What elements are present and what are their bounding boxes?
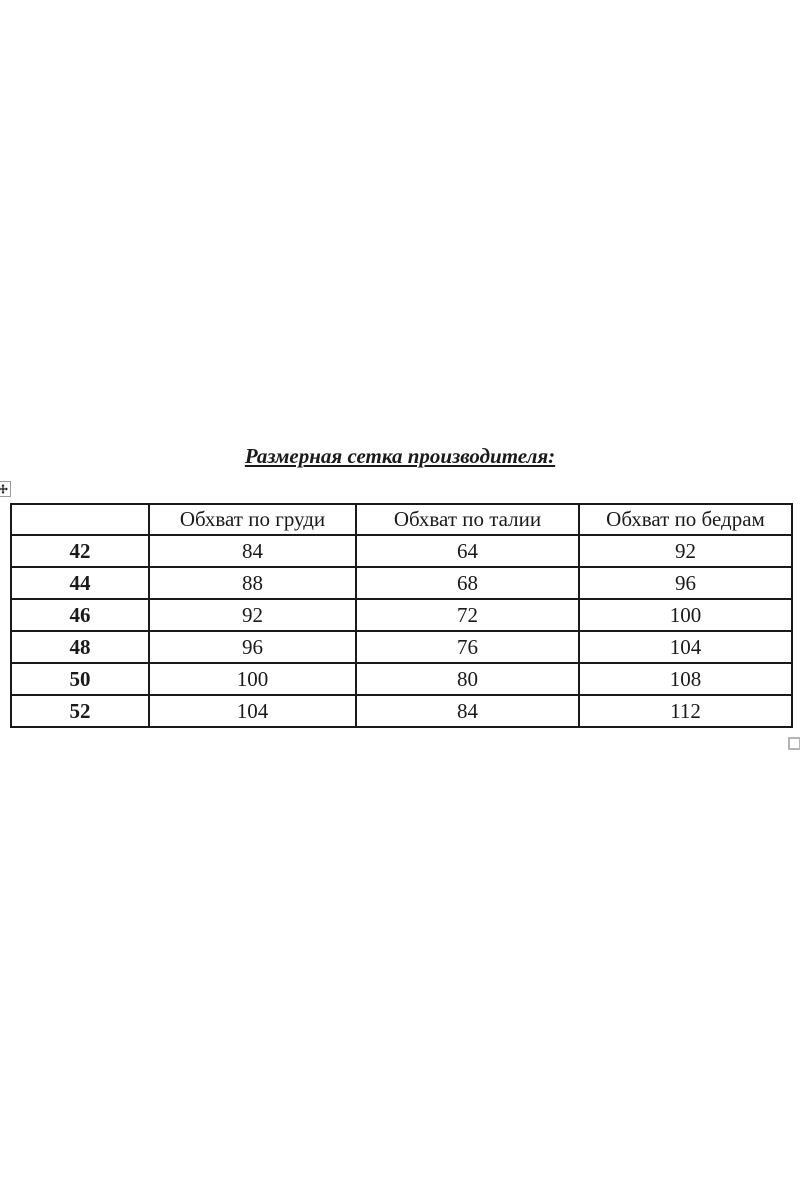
cell-chest: 84 [149, 535, 356, 567]
page-title: Размерная сетка производителя: [244, 444, 556, 468]
cell-size: 50 [11, 663, 149, 695]
size-table [10, 503, 793, 728]
cell-chest: 96 [149, 631, 356, 663]
cell-chest: 100 [149, 663, 356, 695]
cell-chest: 104 [149, 695, 356, 727]
cell-waist: 72 [356, 599, 579, 631]
header-cell-chest: Обхват по груди [149, 504, 356, 535]
cell-hips: 96 [579, 567, 792, 599]
cell-waist: 64 [356, 535, 579, 567]
table-header-row [11, 504, 792, 535]
header-cell-size [11, 504, 149, 535]
cell-size: 44 [11, 567, 149, 599]
cell-size: 42 [11, 535, 149, 567]
table-row [11, 631, 792, 663]
cell-hips: 92 [579, 535, 792, 567]
cell-waist: 76 [356, 631, 579, 663]
cell-size: 48 [11, 631, 149, 663]
cell-waist: 80 [356, 663, 579, 695]
cell-waist: 84 [356, 695, 579, 727]
header-cell-hips: Обхват по бедрам [579, 504, 792, 535]
cell-size: 46 [11, 599, 149, 631]
cell-chest: 92 [149, 599, 356, 631]
table-row [11, 695, 792, 727]
table-resize-handle[interactable] [788, 737, 800, 750]
move-icon [0, 484, 8, 494]
cell-hips: 104 [579, 631, 792, 663]
cell-hips: 100 [579, 599, 792, 631]
header-cell-waist: Обхват по талии [356, 504, 579, 535]
cell-size: 52 [11, 695, 149, 727]
cell-hips: 108 [579, 663, 792, 695]
table-move-handle[interactable] [0, 481, 11, 497]
table-row [11, 599, 792, 631]
table-row [11, 535, 792, 567]
cell-chest: 88 [149, 567, 356, 599]
cell-waist: 68 [356, 567, 579, 599]
cell-hips: 112 [579, 695, 792, 727]
table-row [11, 663, 792, 695]
table-row [11, 567, 792, 599]
